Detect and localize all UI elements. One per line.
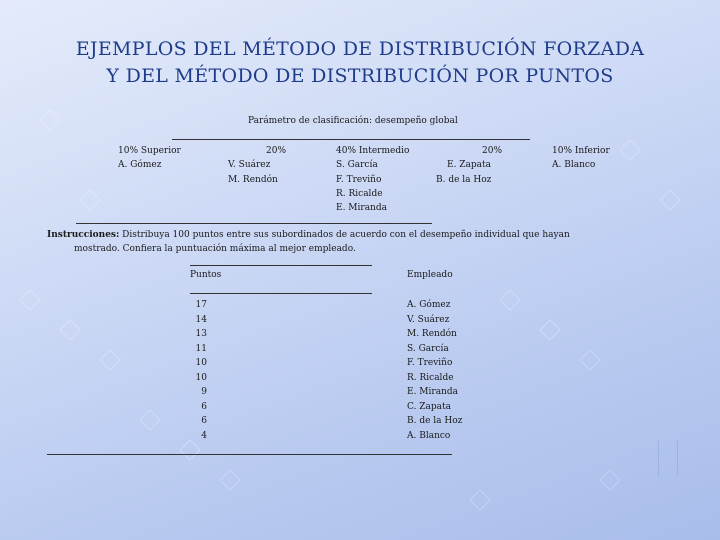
category-employee: F. Treviño: [336, 175, 382, 185]
category-employee: A. Blanco: [552, 160, 596, 170]
employee-name: A. Blanco: [407, 431, 451, 441]
category-employee: A. Gómez: [118, 160, 162, 170]
points-bottom-rule: [47, 454, 452, 455]
employee-name: B. de la Hoz: [407, 416, 463, 426]
employee-name: V. Suárez: [407, 315, 450, 325]
points-value: 6: [201, 416, 207, 426]
points-header-rule: [190, 293, 372, 294]
decorative-bracket: [658, 440, 678, 476]
employee-column-header: Empleado: [407, 270, 453, 280]
category-employee: M. Rendón: [228, 175, 278, 185]
category-header: 20%: [266, 146, 287, 156]
instructions-label: Instrucciones:: [47, 230, 120, 240]
points-value: 10: [195, 373, 207, 383]
points-value: 10: [195, 358, 207, 368]
category-employee: E. Miranda: [336, 203, 387, 213]
employee-name: C. Zapata: [407, 402, 452, 412]
points-value: 11: [195, 344, 207, 354]
category-employee: B. de la Hoz: [436, 175, 492, 185]
category-employee: R. Ricalde: [336, 189, 383, 199]
employee-name: M. Rendón: [407, 329, 457, 339]
points-value: 4: [201, 431, 207, 441]
points-top-rule: [190, 265, 372, 266]
employee-name: F. Treviño: [407, 358, 453, 368]
points-value: 6: [201, 402, 207, 412]
employee-name: A. Gómez: [407, 300, 451, 310]
points-value: 14: [195, 315, 207, 325]
slide-title: [0, 36, 720, 90]
slide-title-line-2: Y DEL MÉTODO DE DISTRIBUCIÓN POR PUNTOS: [106, 65, 614, 87]
instructions-text: Distribuya 100 puntos entre sus subordinados de acuerdo con el desempeño individual que hayan: [119, 230, 570, 240]
forced-top-rule: [172, 139, 530, 140]
category-header: 20%: [482, 146, 503, 156]
category-employee: S. García: [336, 160, 378, 170]
points-column-header: Puntos: [190, 270, 222, 280]
parameter-label: Parámetro de clasificación: desempeño global: [248, 116, 458, 126]
category-employee: E. Zapata: [447, 160, 492, 170]
points-value: 13: [195, 329, 207, 339]
instructions-line-1: [47, 230, 570, 241]
points-value: 17: [195, 300, 207, 310]
category-employee: V. Suárez: [228, 160, 271, 170]
forced-bottom-rule: [76, 223, 432, 224]
category-header: 10% Superior: [118, 146, 181, 156]
employee-name: R. Ricalde: [407, 373, 454, 383]
slide-title-line-1: EJEMPLOS DEL MÉTODO DE DISTRIBUCIÓN FORZADA: [75, 38, 645, 60]
category-header: 10% Inferior: [552, 146, 610, 156]
instructions-line-2: mostrado. Confiera la puntuación máxima al mejor empleado.: [74, 244, 356, 254]
points-value: 9: [201, 387, 207, 397]
employee-name: E. Miranda: [407, 387, 458, 397]
employee-name: S. García: [407, 344, 449, 354]
category-header: 40% Intermedio: [336, 146, 410, 156]
